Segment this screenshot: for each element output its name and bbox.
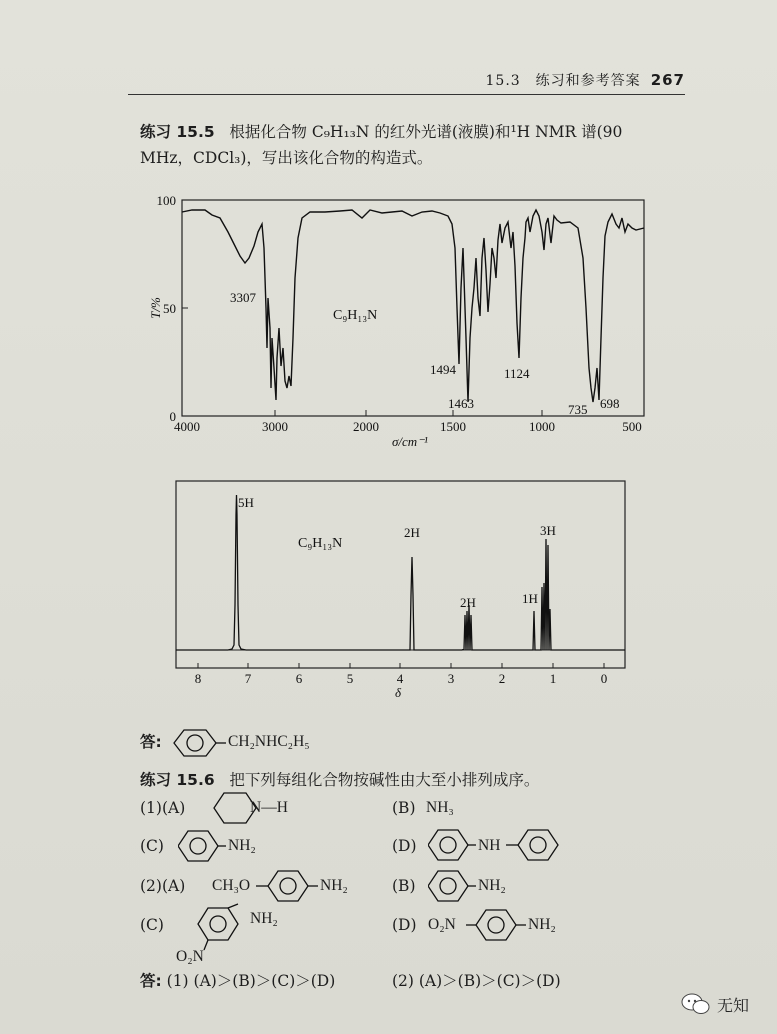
answer-15-6-group1: (1) (A)＞(B)＞(C)＞(D) <box>166 972 336 990</box>
exercise-15-5-label: 练习 15.5 <box>140 123 215 141</box>
item-2D-prefix: O₂N <box>428 916 456 933</box>
ir-xtick-500: 500 <box>622 419 642 434</box>
nmr-peak-1H: 1H <box>522 591 538 606</box>
ir-xtick-4000: 4000 <box>174 419 200 434</box>
exercise-15-6 <box>140 767 539 793</box>
ir-peak-735: 735 <box>568 402 588 417</box>
item-1C-label: (C) <box>140 837 164 855</box>
item-1A-label: (1)(A) <box>140 799 186 817</box>
answer-15-5 <box>140 729 162 755</box>
exercise-15-6-text: 把下列每组化合物按碱性由大至小排列成序。 <box>229 771 540 789</box>
ir-peak-698: 698 <box>600 396 620 411</box>
answer-15-5-formula: CH₂NHC₂H₅ <box>228 733 310 750</box>
answer-15-5-label: 答: <box>140 733 162 751</box>
item-1A-nh: N—H <box>250 799 288 816</box>
item-1D-label: (D) <box>392 837 417 855</box>
item-2A-label: (2)(A) <box>140 877 186 895</box>
ir-ylabel: T/% <box>148 297 163 319</box>
nmr-xtick-6: 6 <box>295 671 303 686</box>
item-2C-value: NH₂ <box>250 910 278 927</box>
nmr-xtick-3: 3 <box>447 671 455 686</box>
ir-ytick-0: 0 <box>169 409 176 424</box>
nmr-xtick-1: 1 <box>549 671 557 686</box>
nmr-trace <box>176 495 625 650</box>
ir-spectrum <box>130 188 660 450</box>
aniline-2-ring-icon <box>428 867 478 905</box>
item-2B-value: NH₂ <box>478 877 506 894</box>
nmr-peak-3H: 3H <box>540 523 556 538</box>
item-1B-value: NH₃ <box>426 799 454 816</box>
ir-xtick-1000: 1000 <box>529 419 555 434</box>
page-number: 267 <box>650 71 685 89</box>
section-title: 15.3 练习和参考答案 <box>485 73 641 89</box>
ir-trace <box>182 210 644 402</box>
nmr-xtick-2: 2 <box>498 671 506 686</box>
ir-peak-1463: 1463 <box>448 396 474 411</box>
aniline-ring-icon <box>178 828 228 864</box>
nmr-spectrum <box>170 475 630 700</box>
ir-frame <box>182 200 644 416</box>
nmr-xtick-4: 4 <box>396 671 404 686</box>
answer-15-6-group2: (2) (A)＞(B)＞(C)＞(D) <box>392 972 561 990</box>
ir-peak-3307: 3307 <box>230 290 256 305</box>
nmr-xlabel: δ <box>394 685 402 700</box>
item-2B-label: (B) <box>392 877 416 895</box>
ir-xlabel: σ/cm⁻¹ <box>392 434 428 449</box>
header-rule <box>128 94 685 95</box>
ir-xtick-3000: 3000 <box>262 419 288 434</box>
ir-peak-1494: 1494 <box>430 362 456 377</box>
item-2A-prefix: CH₃O <box>212 877 251 894</box>
exercise-15-5-text: 根据化合物 C₉H₁₃N 的红外光谱(液膜)和¹H NMR 谱(90 <box>229 123 623 141</box>
nmr-xtick-7: 7 <box>244 671 252 686</box>
p-nitroaniline-ring-icon <box>466 906 528 944</box>
item-1C-value: NH₂ <box>228 837 256 854</box>
ir-xtick-1500: 1500 <box>440 419 466 434</box>
watermark-text: 无知 <box>716 995 749 1015</box>
benzene-ring-icon <box>172 726 228 760</box>
nmr-formula: C₉H₁₃N <box>298 536 343 551</box>
exercise-15-5-line1 <box>140 119 622 145</box>
ir-xtick-2000: 2000 <box>353 419 379 434</box>
nmr-peak-2H-a: 2H <box>404 525 420 540</box>
item-2C-label: (C) <box>140 916 164 934</box>
chat-bubble-icon <box>681 992 711 1016</box>
ir-ytick-100: 100 <box>156 193 176 208</box>
answer-15-6 <box>140 968 335 994</box>
nmr-peak-2H-b: 2H <box>460 595 476 610</box>
ir-formula: C₉H₁₃N <box>333 308 378 323</box>
exercise-15-5-line2: MHz，CDCl₃)，写出该化合物的构造式。 <box>140 149 433 167</box>
item-1D-value: NH <box>478 837 501 854</box>
anisidine-ring-icon <box>256 867 320 905</box>
running-header <box>486 70 685 90</box>
item-2D-label: (D) <box>392 916 417 934</box>
watermark <box>681 992 749 1016</box>
nmr-peak-5H: 5H <box>238 495 254 510</box>
item-2D-value: NH₂ <box>528 916 556 933</box>
item-2C-nitro: O₂N <box>176 948 204 965</box>
ir-ytick-50: 50 <box>163 301 176 316</box>
ir-peak-1124: 1124 <box>504 366 530 381</box>
answer-15-6-label: 答: <box>140 972 162 990</box>
item-2A-value: NH₂ <box>320 877 348 894</box>
item-1B-label: (B) <box>392 799 416 817</box>
nmr-xtick-8: 8 <box>194 671 202 686</box>
exercise-15-6-label: 练习 15.6 <box>140 771 215 789</box>
nmr-xtick-5: 5 <box>346 671 354 686</box>
nmr-xtick-0: 0 <box>600 671 608 686</box>
